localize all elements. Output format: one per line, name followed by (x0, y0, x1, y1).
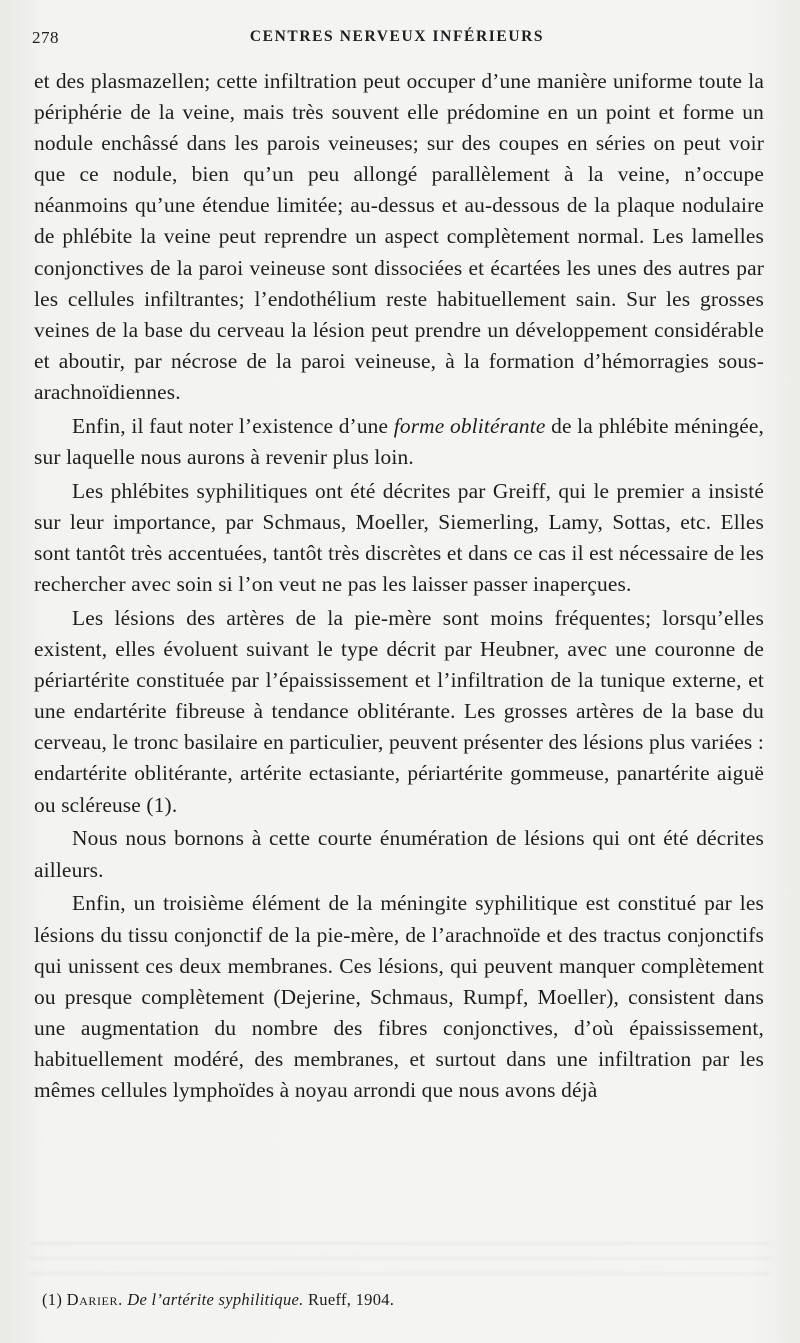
paragraph-2-end: de la phlébite méningée, sur laquelle nous aurons à revenir plus loin. (34, 413, 765, 469)
paragraph-4: Les lésions des artères de la pie-mère sont moins fréquentes; lorsqu’elles existent, elles évoluent suivant le type décrit par Heubner, avec une couronne de périartérite constituée par l’épaississement et l’infiltration de la tunique externe, et une endartérite fibreuse à tendance oblitérante. Les grosses artères de la base du cerveau, le tronc basilaire en particulier, peuvent présenter des lésions plus variées : endartérite oblitérante, artérite ectasiante, périartérite gommeuse, panartérite aiguë ou scléreuse (1). (34, 605, 764, 817)
page-header (32, 28, 762, 54)
footnote-author: Darier. (66, 1290, 123, 1309)
footnote-title: De l’artérite syphilitique. (127, 1290, 304, 1309)
body-text (34, 66, 764, 1109)
show-through-texture (30, 1238, 770, 1282)
footnote-marker: (1) (42, 1290, 67, 1309)
paragraph-1: et des plasmazellen; cette infiltration peut occuper d’une manière uniforme toute la périphérie de la veine, mais très souvent elle prédomine en un point et forme un nodule enchâssé dans les parois veineuses; sur des coupes en séries on peut voir que ce nodule, bien qu’un peu allongé parallèlement à la veine, n’occupe néanmoins qu’une étendue limitée; au-dessus et au-dessous de la plaque nodulaire de phlébite la veine peut reprendre un aspect complètement normal. Les lamelles conjonctives de la paroi veineuse sont dissociées et écartées les unes des autres par les cellules infiltrantes; l’endothélium reste habituellement sain. Sur les grosses veines de la base du cerveau la lésion peut prendre un développement considérable et aboutir, par nécrose de la paroi veineuse, à la formation d’hémorragies sous-arachnoïdiennes. (34, 69, 764, 404)
paragraph-2-start: Enfin, il faut noter l’existence d’une (72, 413, 394, 438)
emphasized-term: forme oblitérante (393, 413, 546, 438)
footnote (42, 1290, 394, 1310)
running-head: CENTRES NERVEUX INFÉRIEURS (249, 28, 545, 45)
paragraph-3: Les phlébites syphilitiques ont été décrites par Greiff, qui le premier a insisté sur leur importance, par Schmaus, Moeller, Siemerling, Lamy, Sottas, etc. Elles sont tantôt très accentuées, tantôt très discrètes et dans ce cas il est nécessaire de les rechercher avec soin si l’on veut ne pas les laisser passer inaperçues. (34, 478, 764, 597)
page-number: 278 (32, 28, 59, 47)
paragraph-5: Nous nous bornons à cette courte énumération de lésions qui ont été décrites ailleurs. (34, 826, 764, 882)
paragraph-2 (34, 411, 764, 473)
paragraph-6: Enfin, un troisième élément de la méningite syphilitique est constitué par les lésions du tissu conjonctif de la pie-mère, de l’arachnoïde et des tractus conjonctifs qui unissent ces deux membranes. Ces lésions, qui peuvent manquer complètement ou presque complètement (Dejerine, Schmaus, Rumpf, Moeller), consistent dans une augmentation du nombre des fibres conjonctives, d’où épaississement, habituellement modéré, des membranes, et surtout dans une infiltration par les mêmes cellules lymphoïdes à noyau arrondi que nous avons déjà (34, 891, 764, 1102)
footnote-publisher: Rueff, 1904. (307, 1290, 395, 1309)
